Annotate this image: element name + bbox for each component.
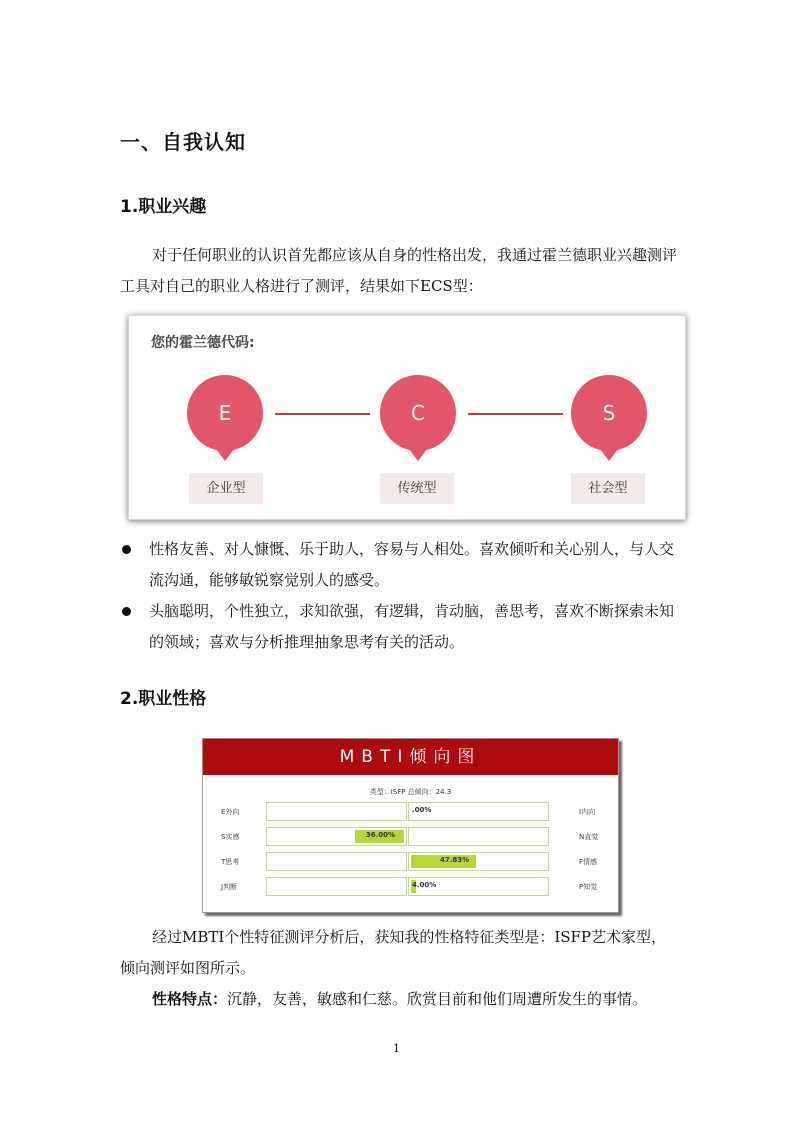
right-bar-track bbox=[408, 827, 549, 846]
pointer-triangle bbox=[409, 449, 427, 461]
left-bar-track bbox=[266, 852, 407, 871]
right-dimension-label: F情感 bbox=[579, 858, 598, 866]
holland-node-e bbox=[187, 375, 263, 451]
pointer-triangle bbox=[600, 449, 618, 461]
left-dimension-label: J判断 bbox=[221, 883, 238, 891]
holland-title: 您的霍兰德代码: bbox=[151, 335, 255, 351]
right-bar-track bbox=[408, 877, 549, 896]
section-title-personality: 2.职业性格 bbox=[120, 689, 207, 709]
personality-traits-paragraph bbox=[120, 984, 680, 1015]
type-tag: 社会型 bbox=[571, 473, 645, 504]
bullet-item bbox=[120, 534, 685, 596]
holland-node-s bbox=[571, 375, 647, 451]
type-tag: 企业型 bbox=[189, 473, 263, 504]
tendency-percentage-label: 36.00% bbox=[365, 831, 395, 839]
tendency-percentage-label: 47.83% bbox=[440, 856, 470, 864]
bullet-dot bbox=[122, 545, 131, 554]
mbti-title: MBTI倾向图 bbox=[203, 739, 618, 775]
connector-line bbox=[275, 413, 370, 415]
holland-node-c bbox=[380, 375, 456, 451]
mbti-chart bbox=[202, 738, 619, 913]
right-dimension-label: P知觉 bbox=[579, 883, 598, 891]
intro-paragraph: 对于任何职业的认识首先都应该从自身的性格出发，我通过霍兰德职业兴趣测评工具对自己的职业人格进行了测评，结果如下ECS型： bbox=[120, 246, 678, 295]
right-dimension-label: N直觉 bbox=[579, 833, 599, 841]
left-dimension-label: E外向 bbox=[221, 808, 240, 816]
left-bar-track bbox=[266, 802, 407, 821]
tendency-percentage-label: 4.00% bbox=[412, 881, 437, 889]
mbti-summary: 类型：ISFP 总倾向：24.3 bbox=[369, 788, 452, 796]
left-bar-track bbox=[266, 827, 407, 846]
mbti-row bbox=[203, 852, 618, 871]
right-dimension-label: I内向 bbox=[579, 808, 596, 816]
mbti-row bbox=[203, 802, 618, 821]
right-bar-track bbox=[408, 802, 549, 821]
traits-label: 性格特点： bbox=[152, 990, 228, 1008]
code-letter: S bbox=[571, 375, 647, 451]
tendency-percentage-label: .00% bbox=[412, 806, 432, 814]
bullet-item bbox=[120, 596, 685, 658]
connector-line bbox=[468, 413, 563, 415]
heading-self-awareness: 一、自我认知 bbox=[120, 130, 246, 154]
right-bar-track bbox=[408, 852, 549, 871]
left-dimension-label: S实感 bbox=[221, 833, 240, 841]
bullet-dot bbox=[122, 607, 131, 616]
pointer-triangle bbox=[216, 449, 234, 461]
code-letter: E bbox=[187, 375, 263, 451]
traits-text: 沉静，友善，敏感和仁慈。欣赏目前和他们周遭所发生的事情。 bbox=[227, 990, 648, 1008]
type-tag: 传统型 bbox=[380, 473, 454, 504]
mbti-result-paragraph: 经过MBTI个性特征测评分析后，获知我的性格特征类型是：ISFP艺术家型，倾向测评如图所示。 bbox=[120, 928, 667, 977]
code-letter: C bbox=[380, 375, 456, 451]
holland-code-card bbox=[128, 315, 686, 520]
bullet-text: 头脑聪明，个性独立，求知欲强，有逻辑，肯动脑，善思考，喜欢不断探索未知的领域；喜欢与分析推理抽象思考有关的活动。 bbox=[149, 602, 675, 651]
mbti-row bbox=[203, 827, 618, 846]
left-dimension-label: T思考 bbox=[221, 858, 240, 866]
left-bar-track bbox=[266, 877, 407, 896]
bullet-text: 性格友善、对人慷慨、乐于助人，容易与人相处。喜欢倾听和关心别人，与人交流沟通，能够敏锐察觉别人的感受。 bbox=[149, 540, 675, 589]
section-title-interest: 1.职业兴趣 bbox=[120, 197, 207, 217]
mbti-row bbox=[203, 877, 618, 896]
page-number: 1 bbox=[393, 1042, 400, 1055]
